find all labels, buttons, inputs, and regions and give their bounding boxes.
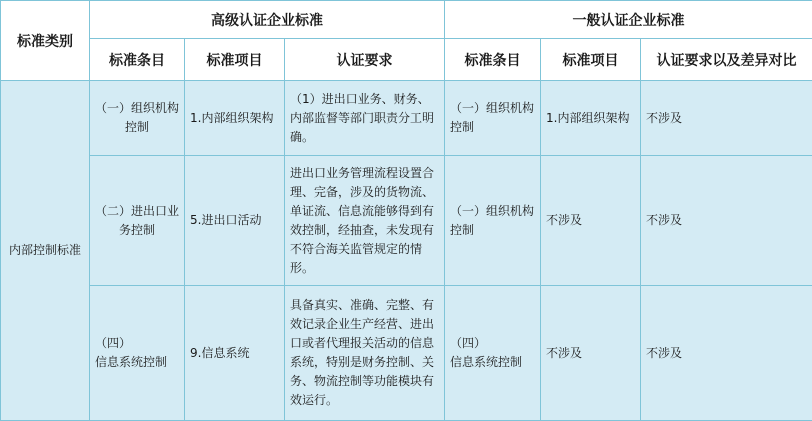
gen-project-header: 标准项目: [541, 39, 641, 81]
table-row: [1, 286, 812, 421]
advanced-group-header: 高级认证企业标准: [90, 1, 445, 39]
gen-item-line: 信息系统控制: [450, 353, 535, 372]
gen-diff-cell: 不涉及: [641, 156, 812, 286]
adv-item-line: 信息系统控制: [95, 353, 179, 372]
gen-item-cell: （一）组织机构控制: [445, 81, 541, 156]
adv-requirement-cell: （1）进出口业务、财务、内部监督等部门职责分工明确。: [285, 81, 445, 156]
adv-requirement-header: 认证要求: [285, 39, 445, 81]
table-row: [1, 81, 812, 156]
gen-item-cell: （一）组织机构控制: [445, 156, 541, 286]
adv-item-header: 标准条目: [90, 39, 185, 81]
table-row: [1, 156, 812, 286]
adv-item-line: （四）: [95, 334, 179, 353]
gen-project-cell: 1.内部组织架构: [541, 81, 641, 156]
adv-requirement-cell: 进出口业务管理流程设置合理、完备，涉及的货物流、单证流、信息流能够得到有效控制，经抽查，未发现有不符合海关监管规定的情形。: [285, 156, 445, 286]
gen-project-cell: 不涉及: [541, 156, 641, 286]
adv-project-cell: 9.信息系统: [185, 286, 285, 421]
gen-item-header: 标准条目: [445, 39, 541, 81]
gen-item-cell: [445, 286, 541, 421]
adv-project-header: 标准项目: [185, 39, 285, 81]
gen-project-cell: 不涉及: [541, 286, 641, 421]
gen-diff-cell: 不涉及: [641, 81, 812, 156]
adv-project-cell: 1.内部组织架构: [185, 81, 285, 156]
adv-item-cell: （一）组织机构控制: [90, 81, 185, 156]
gen-diff-header: 认证要求以及差异对比: [641, 39, 812, 81]
category-header: 标准类别: [1, 1, 90, 81]
gen-item-line: （四）: [450, 334, 535, 353]
adv-item-cell: [90, 286, 185, 421]
general-group-header: 一般认证企业标准: [445, 1, 812, 39]
adv-item-cell: （二）进出口业务控制: [90, 156, 185, 286]
adv-requirement-cell: 具备真实、准确、完整、有效记录企业生产经营、进出口或者代理报关活动的信息系统，特别是财务控制、关务、物流控制等功能模块有效运行。: [285, 286, 445, 421]
header-row-groups: [1, 1, 812, 39]
category-cell: 内部控制标准: [1, 81, 90, 421]
header-row-columns: [1, 39, 812, 81]
gen-diff-cell: 不涉及: [641, 286, 812, 421]
adv-project-cell: 5.进出口活动: [185, 156, 285, 286]
